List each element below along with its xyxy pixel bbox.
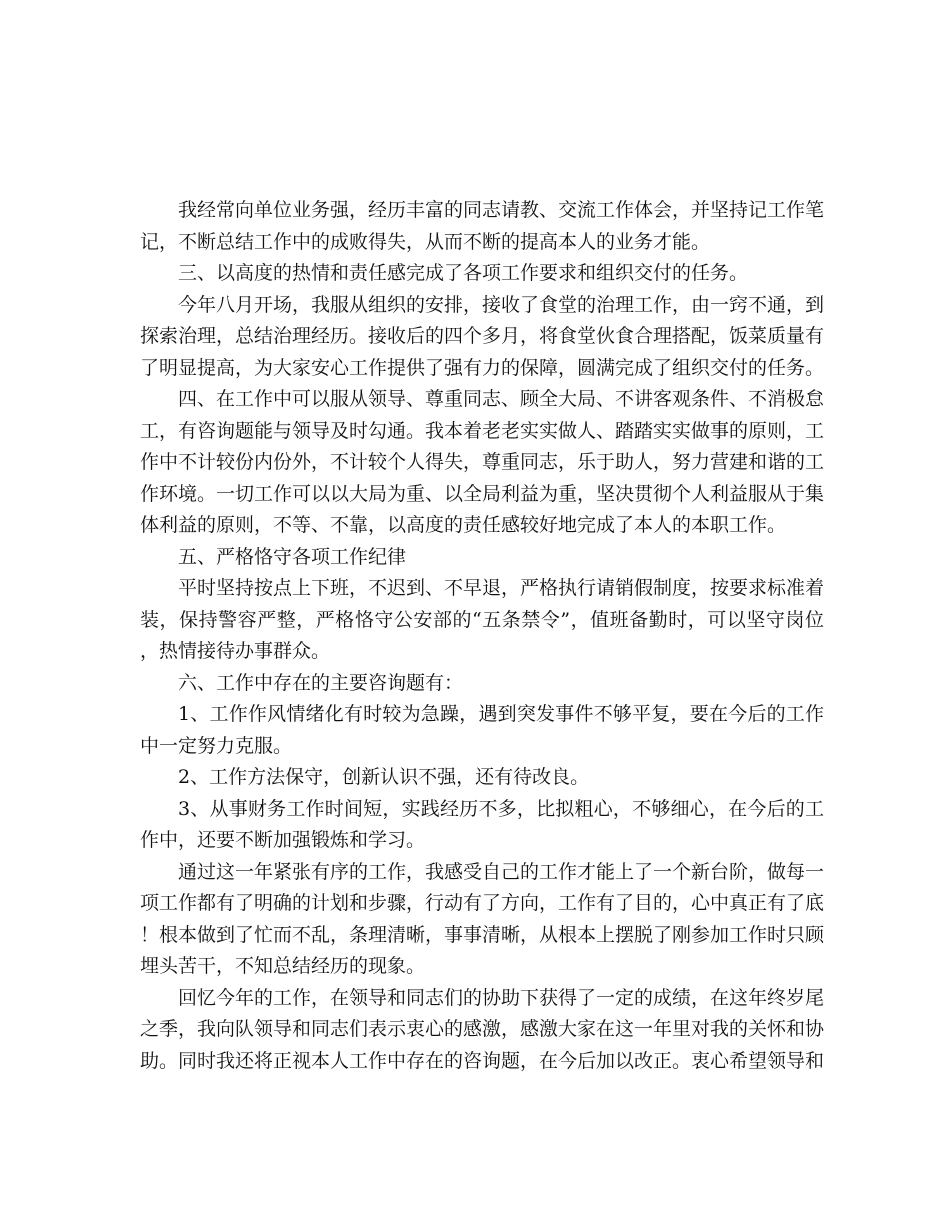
- heading-section-six: 六、工作中存在的主要咨询题有：: [178, 671, 464, 694]
- list-item-3: 3、从事财务工作时间短，实践经历不多，比拟粗心，不够细心，在今后的工作中，还要不断加强锻炼和学习。: [140, 797, 824, 851]
- paragraph-discipline: 平时坚持按点上下班，不迟到、不早退，严格执行请销假制度，按要求标准着装，保持警容严整，严格恪守公安部的“五条禁令”，值班备勤时，可以坚守岗位，热情接待办事群众。: [140, 577, 825, 662]
- list-item-1: 1、工作作风情绪化有时较为急躁，遇到突发事件不够平复，要在今后的工作中一定努力克服。: [140, 703, 824, 757]
- paragraph-closing: 回忆今年的工作，在领导和同志们的协助下获得了一定的成绩，在这年终岁尾之季，我向队领导和同志们表示衷心的感激，感激大家在这一年里对我的关怀和协助。同时我还将正视本人工作中存在的咨询题，在今后加以改正。衷心希望领导和: [140, 986, 825, 1072]
- heading-section-three: 三、以高度的热情和责任感完成了各项工作要求和组织交付的任务。: [178, 262, 749, 284]
- paragraph-canteen: 今年八月开场，我服从组织的安排，接收了食堂的治理工作，由一窍不通，到探索治理，总结治理经历。接收后的四个多月，将食堂伙食合理搭配，饭菜质量有了明显提高，为大家安心工作提供了强有力的保障，圆满完成了组织交付的任务。: [140, 293, 825, 379]
- paragraph-learning: 我经常向单位业务强，经历丰富的同志请教、交流工作体会，并坚持记工作笔记，不断总结工作中的成败得失，从而不断的提高本人的业务才能。: [140, 199, 825, 253]
- paragraph-section-four: 四、在工作中可以服从领导、尊重同志、顾全大局、不讲客观条件、不消极怠工，有咨询题能与领导及时勾通。我本着老老实实做人、踏踏实实做事的原则，工作中不计较份内份外，不计较个人得失，尊重同志，乐于助人，努力营建和谐的工作环境。一切工作可以以大局为重、以全局利益为重，坚决贯彻个人利益服从于集体利益的原则，不等、不靠，以高度的责任感较好地完成了本人的本职工作。: [140, 388, 825, 536]
- paragraph-summary: 通过这一年紧张有序的工作，我感受自己的工作才能上了一个新台阶，做每一项工作都有了明确的计划和步骤，行动有了方向，工作有了目的，心中真正有了底！根本做到了忙而不乱，条理清晰，事事清晰，从根本上摆脱了刚参加工作时只顾埋头苦干，不知总结经历的现象。: [140, 860, 825, 977]
- document-body: [140, 195, 824, 1077]
- list-item-2: 2、工作方法保守，创新认识不强，还有待改良。: [178, 766, 590, 788]
- heading-section-five: 五、严格恪守各项工作纪律: [178, 545, 407, 568]
